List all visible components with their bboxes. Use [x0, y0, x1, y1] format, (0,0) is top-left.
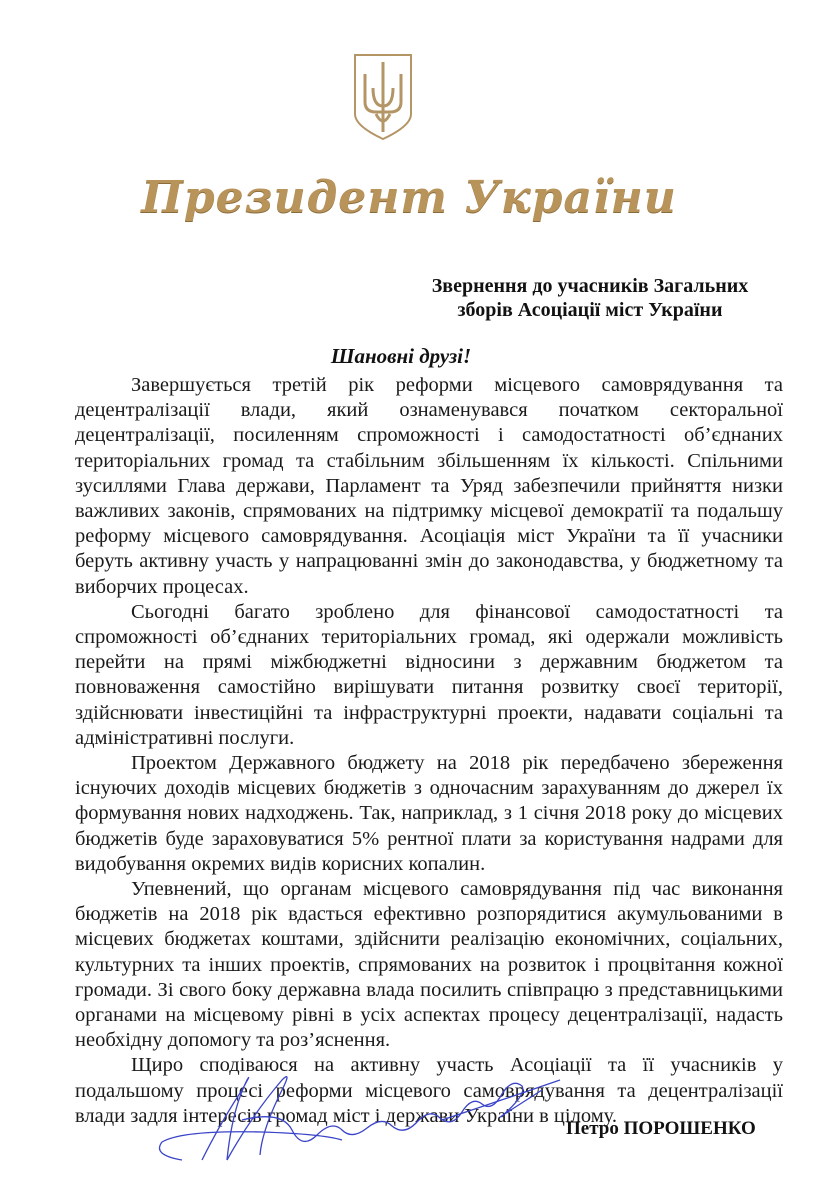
- handwritten-signature-icon: [142, 1060, 562, 1170]
- address-title-line-1: Звернення до учасників Загальних: [431, 275, 749, 297]
- tryzub-coat-of-arms-icon: [352, 52, 414, 142]
- paragraph: Проектом Державного бюджету на 2018 рік передбачено збереження існуючих доходів місцевих бюджетів з одночасним зарахуванням до джерел їх формування нових надходжень. Так, наприклад, з 1 січня 2018 року до місцевих бюджетів буде зараховуватися 5% рентної плати за користування надрами для видобування окремих видів корисних копалин.: [75, 752, 783, 875]
- letterhead-title: Президент України: [141, 172, 677, 223]
- signer-name: Петро ПОРОШЕНКО: [566, 1118, 756, 1139]
- greeting-text: Шановні друзі!: [330, 344, 472, 368]
- paragraph: Щиро сподіваюся на активну участь Асоціації та її учасників у подальшому процесі реформи місцевого самоврядування та децентралізації влади задля інтересів громад міст і держави України в цілому.: [75, 1054, 783, 1127]
- address-title-line-2: зборів Асоціації міст України: [457, 299, 723, 321]
- greeting: [0, 344, 818, 369]
- paragraph: Сьогодні багато зроблено для фінансової самодостатності та спроможності об’єднаних територіальних громад, які одержали можливість перейти на прямі міжбюджетні відносини з державним бюджетом та повноваження самостійно вирішувати питання розвитку своєї території, здійснювати інвестиційні та інфраструктурні проекти, надавати соціальні та адміністративні послуги.: [75, 600, 783, 749]
- letter-body: [75, 373, 783, 1129]
- paragraph: Завершується третій рік реформи місцевого самоврядування та децентралізації влади, який ознаменувався початком секторальної децентралізації, посиленням спроможності і самодостатності об’єднаних територіальних громад та стабільним збільшенням їх кількості. Спільними зусиллями Глава держави, Парламент та Уряд забезпечили прийняття низки важливих законів, спрямованих на підтримку місцевої демократії та подальшу реформу місцевого самоврядування. Асоціація міст України та її учасники беруть активну участь у напрацюванні змін до законодавства, у бюджетному та виборчих процесах.: [75, 374, 783, 598]
- address-title: [400, 274, 780, 322]
- paragraph: Упевнений, що органам місцевого самоврядування під час виконання бюджетів на 2018 рік вдасться ефективно розпорядитися акумульованими в місцевих бюджетах коштами, здійснити реалізацію економічних, соціальних, культурних та інших проектів, спрямованих на розвиток і процвітання кожної громади. Зі свого боку державна влада посилить співпрацю з представницькими органами на місцевому рівні в усіх аспектах процесу децентралізації, надасть необхідну допомогу та роз’яснення.: [75, 878, 783, 1052]
